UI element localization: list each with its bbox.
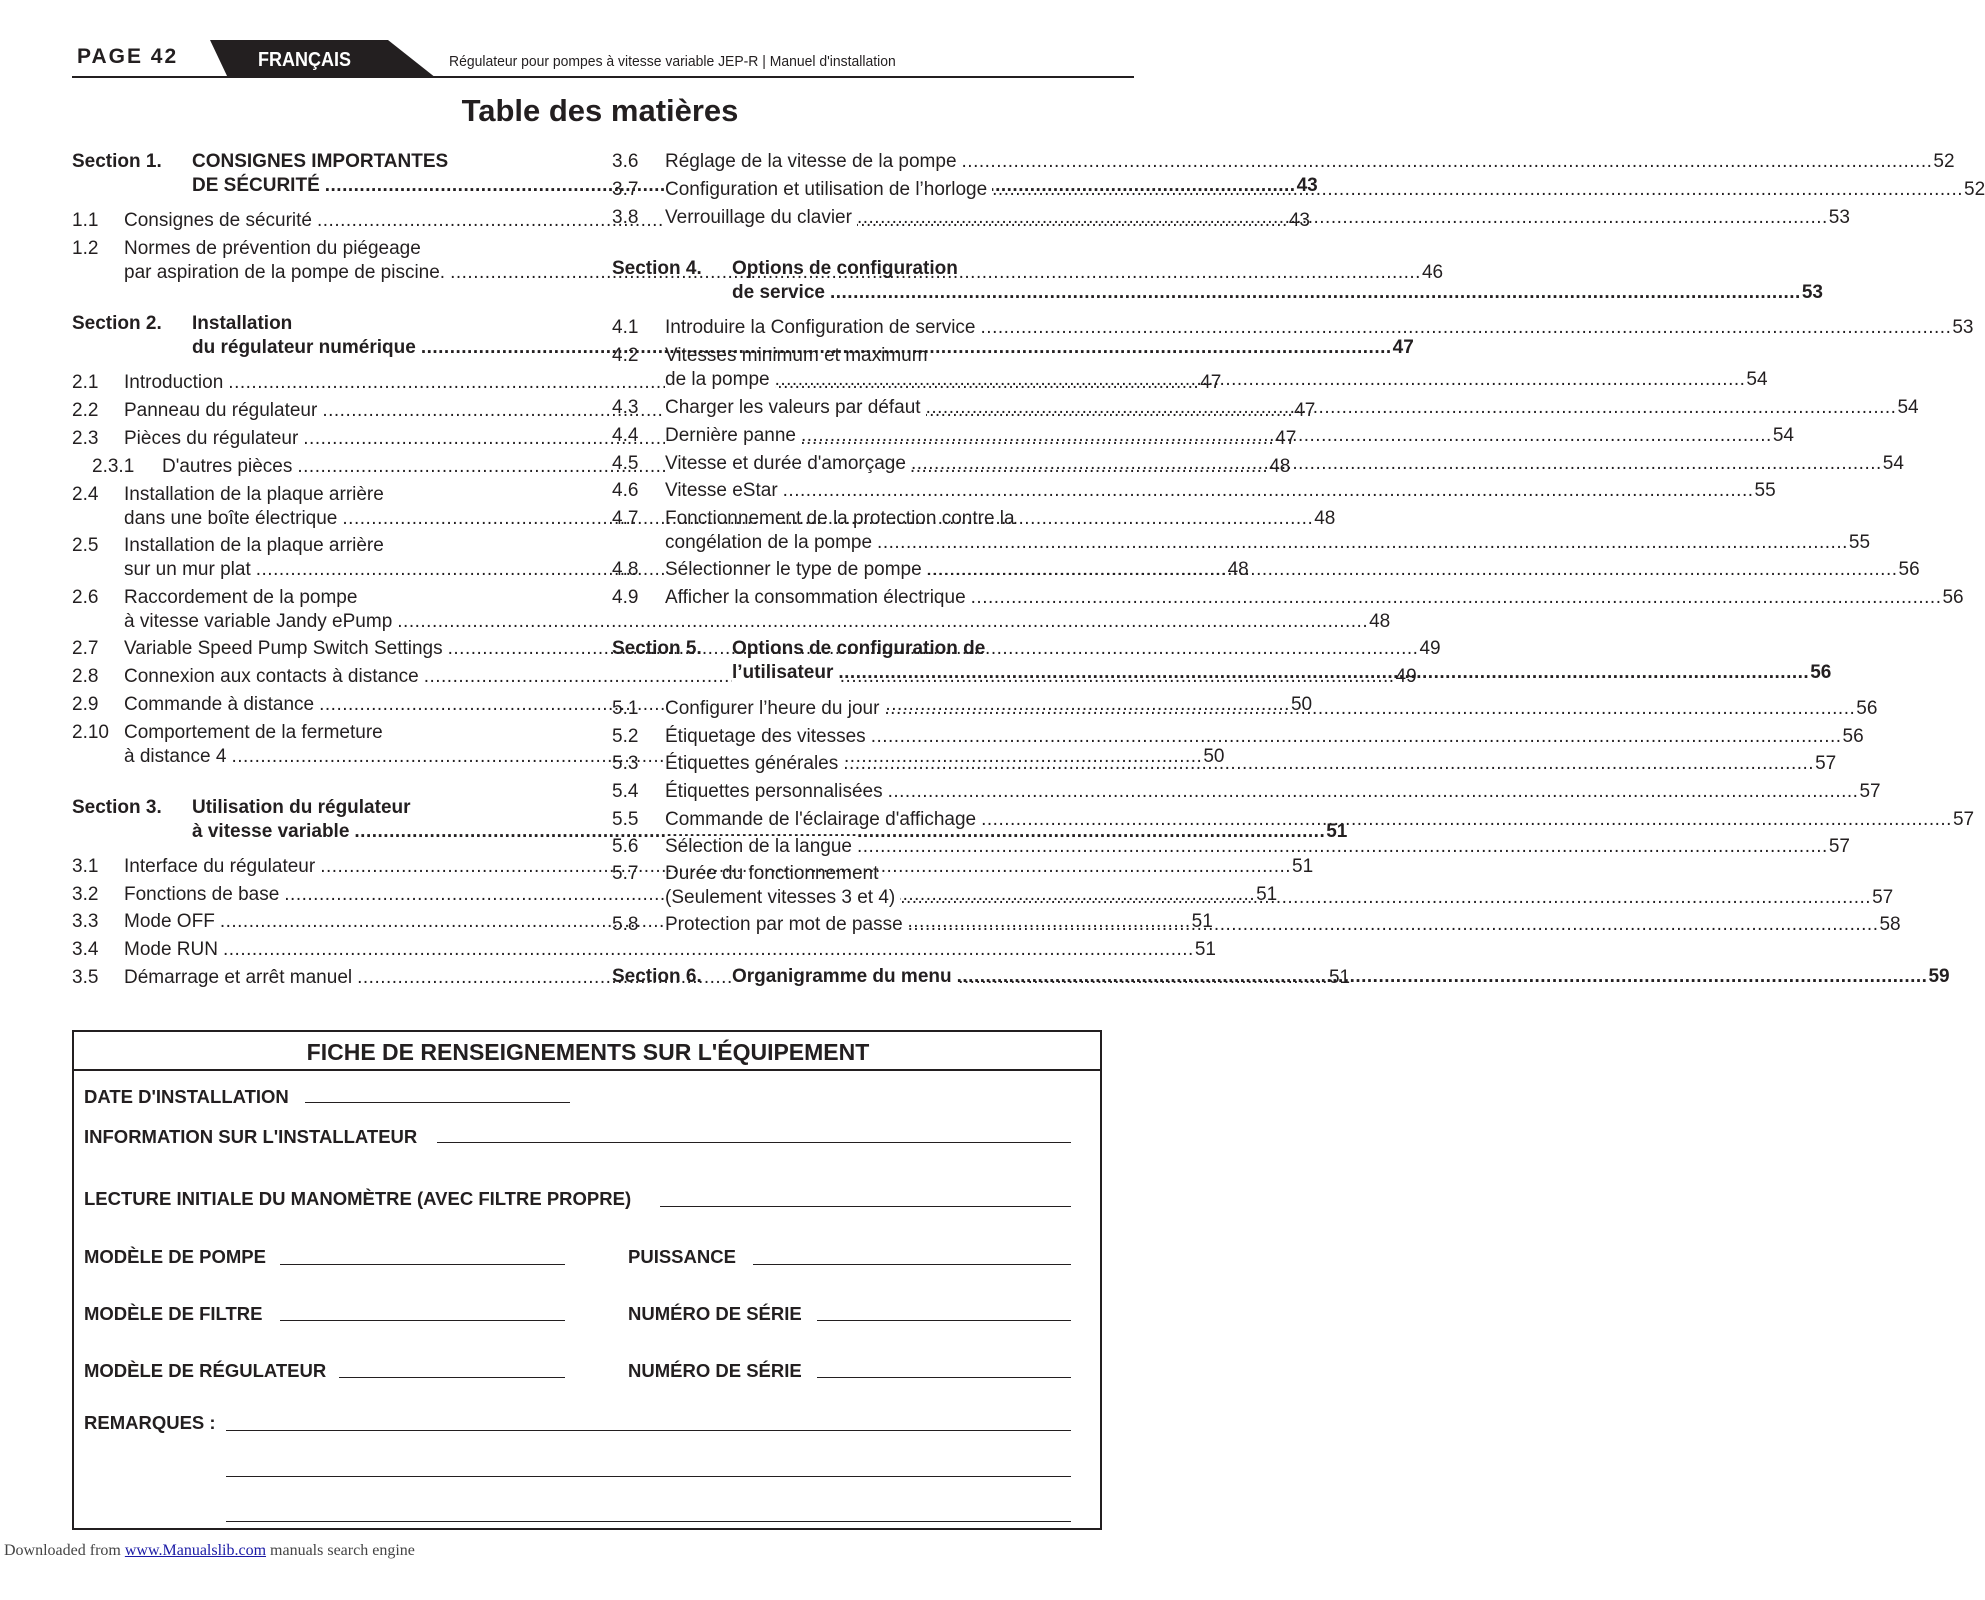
toc-page-number: 47 bbox=[1392, 337, 1414, 358]
toc-entry-title: Panneau du régulateur bbox=[124, 400, 322, 421]
toc-page-number: 54 bbox=[1897, 397, 1919, 418]
toc-entry-title: Comportement de la fermeture bbox=[124, 722, 383, 743]
toc-entry-number: 3.7 bbox=[612, 179, 639, 200]
toc-entry-title: Fonctions de base bbox=[124, 884, 284, 905]
toc-leader-dots bbox=[981, 809, 1952, 830]
toc-leader-dots bbox=[900, 887, 1871, 908]
toc-entry-number: 5.7 bbox=[612, 863, 639, 884]
power-field[interactable] bbox=[753, 1264, 1071, 1265]
toc-entry-number: 1.2 bbox=[72, 238, 99, 259]
installer-info-field[interactable] bbox=[437, 1142, 1071, 1143]
toc-page-number: 56 bbox=[1942, 587, 1964, 608]
document-description: Régulateur pour pompes à vitesse variable JEP-R | Manuel d'installation bbox=[449, 53, 896, 70]
toc-entry-number: 2.4 bbox=[72, 484, 99, 505]
toc-entry-title: à vitesse variable bbox=[192, 821, 354, 842]
toc-leader-dots bbox=[871, 726, 1842, 747]
toc-page-number: 57 bbox=[1872, 887, 1894, 908]
toc-page-number: 54 bbox=[1746, 369, 1768, 390]
toc-entry-title: Charger les valeurs par défaut bbox=[665, 397, 926, 418]
toc-entry-number: 2.5 bbox=[72, 535, 99, 556]
toc-page-number: 58 bbox=[1879, 914, 1901, 935]
download-footer bbox=[4, 1541, 415, 1561]
toc-leader-dots bbox=[908, 914, 1879, 935]
toc-entry-title: Verrouillage du clavier bbox=[665, 207, 857, 228]
toc-entry-number: Section 1. bbox=[72, 151, 162, 172]
toc-entry-title: Étiquettes personnalisées bbox=[665, 781, 888, 802]
toc-entry-title: de service bbox=[732, 282, 830, 303]
page-number: PAGE 42 bbox=[77, 45, 179, 68]
toc-page-number: 43 bbox=[1288, 210, 1310, 231]
toc-entry-number: 2.10 bbox=[72, 722, 109, 743]
toc-entry-number: 4.6 bbox=[612, 480, 639, 501]
toc-leader-dots bbox=[775, 369, 1746, 390]
toc-entry-number: 2.3 bbox=[72, 428, 99, 449]
toc-entry-number: 4.8 bbox=[612, 559, 639, 580]
header-rule bbox=[72, 76, 1134, 78]
toc-page-number: 48 bbox=[1269, 456, 1291, 477]
toc-page-number: 55 bbox=[1754, 480, 1776, 501]
controller-serial-label: NUMÉRO DE SÉRIE bbox=[628, 1360, 802, 1381]
filter-serial-field[interactable] bbox=[817, 1320, 1071, 1321]
toc-entry-title: CONSIGNES IMPORTANTES bbox=[192, 151, 449, 172]
toc-entry-title: Vitesses minimum et maximum bbox=[665, 345, 928, 366]
toc-leader-dots bbox=[843, 753, 1814, 774]
toc-page-number: 56 bbox=[1842, 726, 1864, 747]
filter-model-field[interactable] bbox=[280, 1320, 565, 1321]
toc-entry-number: 3.1 bbox=[72, 856, 99, 877]
toc-page-number: 54 bbox=[1772, 425, 1794, 446]
toc-entry-title: DE SÉCURITÉ bbox=[192, 175, 325, 196]
toc-page-number: 51 bbox=[1292, 856, 1314, 877]
toc-page-number: 46 bbox=[1421, 262, 1444, 283]
toc-entry-title: Mode RUN bbox=[124, 939, 223, 960]
toc-page-number: 47 bbox=[1294, 400, 1316, 421]
toc-page-number: 59 bbox=[1928, 966, 1950, 987]
gauge-reading-field[interactable] bbox=[660, 1206, 1071, 1207]
toc-entry-number: 2.3.1 bbox=[92, 456, 135, 477]
controller-model-field[interactable] bbox=[339, 1377, 565, 1378]
toc-entry-number: 4.1 bbox=[612, 317, 639, 338]
toc-entry-number: 2.2 bbox=[72, 400, 99, 421]
toc-entry-title: Installation bbox=[192, 313, 293, 334]
toc-entry-number: 5.3 bbox=[612, 753, 639, 774]
toc-entry-title: Protection par mot de passe bbox=[665, 914, 908, 935]
toc-leader-dots bbox=[888, 781, 1859, 802]
toc-leader-dots bbox=[884, 698, 1855, 719]
controller-serial-field[interactable] bbox=[817, 1377, 1071, 1378]
toc-entry-title: Utilisation du régulateur bbox=[192, 797, 411, 818]
toc-leader-dots bbox=[838, 662, 1809, 683]
toc-entry-title: Fonctionnement de la protection contre la bbox=[665, 508, 1015, 529]
gauge-reading-label: LECTURE INITIALE DU MANOMÈTRE (AVEC FILTRE PROPRE) bbox=[84, 1188, 632, 1209]
toc-page-number: 48 bbox=[1314, 508, 1336, 529]
toc-page-number: 51 bbox=[1328, 967, 1351, 988]
toc-entry-number: 4.5 bbox=[612, 453, 639, 474]
toc-entry-title: Connexion aux contacts à distance bbox=[124, 666, 424, 687]
pump-model-label: MODÈLE DE POMPE bbox=[84, 1246, 266, 1267]
toc-page-number: 53 bbox=[1952, 317, 1974, 338]
toc-entry-title: de la pompe bbox=[665, 369, 775, 390]
toc-entry-title: Vitesse eStar bbox=[665, 480, 783, 501]
toc-leader-dots bbox=[830, 282, 1801, 303]
toc-entry-number: Section 4. bbox=[612, 258, 702, 279]
toc-page-number: 49 bbox=[1419, 638, 1441, 659]
toc-entry-title: Durée du fonctionnement bbox=[665, 863, 879, 884]
remarks-line-3[interactable] bbox=[226, 1521, 1071, 1522]
controller-model-label: MODÈLE DE RÉGULATEUR bbox=[84, 1360, 327, 1381]
toc-entry-title: à distance 4 bbox=[124, 746, 231, 767]
toc-entry-number: 3.6 bbox=[612, 151, 639, 172]
toc-entry-title: Configuration et utilisation de l’horloge bbox=[665, 179, 992, 200]
toc-entry-title: Configurer l’heure du jour bbox=[665, 698, 884, 719]
toc-entry-title: Vitesse et durée d'amorçage bbox=[665, 453, 911, 474]
toc-page-number: 57 bbox=[1952, 809, 1975, 830]
toc-entry-title: (Seulement vitesses 3 et 4) bbox=[665, 887, 900, 908]
toc-entry-title: Étiquettes générales bbox=[665, 753, 843, 774]
toc-page-number: 50 bbox=[1290, 694, 1313, 715]
toc-entry-number: 4.2 bbox=[612, 345, 639, 366]
toc-page-number: 57 bbox=[1828, 836, 1850, 857]
toc-page-number: 53 bbox=[1828, 207, 1850, 228]
toc-entry-title: à vitesse variable Jandy ePump bbox=[124, 611, 397, 632]
toc-entry-title: Sélectionner le type de pompe bbox=[665, 559, 927, 580]
toc-page-number: 52 bbox=[1964, 179, 1985, 200]
toc-page-number: 47 bbox=[1275, 428, 1297, 449]
toc-entry-number: 5.4 bbox=[612, 781, 639, 802]
toc-leader-dots bbox=[981, 317, 1952, 338]
toc-page-number: 57 bbox=[1859, 781, 1881, 802]
toc-entry-title: Options de configuration de bbox=[732, 638, 986, 659]
toc-entry-number: 3.3 bbox=[72, 911, 99, 932]
toc-page-number: 48 bbox=[1369, 611, 1391, 632]
toc-entry-title: Options de configuration bbox=[732, 258, 958, 279]
toc-page-number: 56 bbox=[1898, 559, 1920, 580]
toc-entry-number: 2.8 bbox=[72, 666, 99, 687]
installation-date-label: DATE D'INSTALLATION bbox=[84, 1086, 289, 1107]
toc-leader-dots bbox=[926, 397, 1897, 418]
toc-entry-title: Introduire la Configuration de service bbox=[665, 317, 981, 338]
toc-entry-title: Installation de la plaque arrière bbox=[124, 535, 384, 556]
installation-date-field[interactable] bbox=[305, 1102, 570, 1103]
toc-leader-dots bbox=[971, 587, 1942, 608]
toc-page-number: 57 bbox=[1815, 753, 1837, 774]
toc-page-number: 51 bbox=[1194, 939, 1216, 960]
power-label: PUISSANCE bbox=[628, 1246, 736, 1267]
toc-entry-title: l’utilisateur bbox=[732, 662, 838, 683]
toc-leader-dots bbox=[801, 425, 1772, 446]
toc-leader-dots bbox=[857, 836, 1828, 857]
installer-info-label: INFORMATION SUR L'INSTALLATEUR bbox=[84, 1126, 418, 1147]
toc-entry-title: par aspiration de la pompe de piscine. bbox=[124, 262, 450, 283]
toc-entry-number: 1.1 bbox=[72, 210, 99, 231]
footer-suffix: manuals search engine bbox=[266, 1542, 415, 1559]
toc-entry-number: Section 3. bbox=[72, 797, 162, 818]
toc-leader-dots bbox=[877, 532, 1848, 553]
toc-entry-number: 3.5 bbox=[72, 967, 99, 988]
toc-entry-number: 5.1 bbox=[612, 698, 639, 719]
toc-entry-title: Interface du régulateur bbox=[124, 856, 320, 877]
toc-entry-title: Mode OFF bbox=[124, 911, 220, 932]
toc-entry-title: sur un mur plat bbox=[124, 559, 256, 580]
toc-page-number: 48 bbox=[1227, 559, 1249, 580]
language-tab-label: FRANÇAIS bbox=[258, 49, 352, 71]
toc-entry-number: 3.8 bbox=[612, 207, 639, 228]
toc-entry-number: 5.2 bbox=[612, 726, 639, 747]
toc-leader-dots bbox=[927, 559, 1898, 580]
filter-model-label: MODÈLE DE FILTRE bbox=[84, 1303, 263, 1324]
toc-page-number: 56 bbox=[1810, 662, 1832, 683]
toc-page-number: 51 bbox=[1326, 821, 1348, 842]
toc-entry-number: 4.7 bbox=[612, 508, 639, 529]
toc-leader-dots bbox=[397, 611, 1368, 632]
toc-entry-title: Consignes de sécurité bbox=[124, 210, 317, 231]
toc-entry-number: 5.6 bbox=[612, 836, 639, 857]
toc-title: Table des matières bbox=[461, 93, 739, 128]
toc-entry-title: Réglage de la vitesse de la pompe bbox=[665, 151, 962, 172]
toc-entry-number: Section 2. bbox=[72, 313, 162, 334]
toc-entry-number: 3.2 bbox=[72, 884, 99, 905]
toc-entry-number: 4.9 bbox=[612, 587, 639, 608]
toc-entry-title: Installation de la plaque arrière bbox=[124, 484, 384, 505]
toc-entry-number: 5.5 bbox=[612, 809, 639, 830]
toc-entry-number: 2.6 bbox=[72, 587, 99, 608]
toc-entry-number: 2.1 bbox=[72, 372, 99, 393]
toc-entry-title: Pièces du régulateur bbox=[124, 428, 303, 449]
toc-entry-title: du régulateur numérique bbox=[192, 337, 421, 358]
toc-leader-dots bbox=[992, 179, 1963, 200]
toc-entry-title: Commande de l'éclairage d'affichage bbox=[665, 809, 981, 830]
toc-entry-number: 4.4 bbox=[612, 425, 639, 446]
toc-entry-title: Raccordement de la pompe bbox=[124, 587, 358, 608]
remarks-line-1[interactable] bbox=[226, 1430, 1071, 1431]
toc-page-number: 56 bbox=[1856, 698, 1878, 719]
toc-entry-title: D'autres pièces bbox=[162, 456, 297, 477]
manualslib-link[interactable]: www.Manualslib.com bbox=[124, 1542, 267, 1559]
toc-entry-title: Afficher la consommation électrique bbox=[665, 587, 971, 608]
toc-entry-number: Section 5. bbox=[612, 638, 702, 659]
toc-page-number: 49 bbox=[1395, 666, 1417, 687]
toc-leader-dots bbox=[783, 480, 1754, 501]
toc-page-number: 54 bbox=[1882, 453, 1904, 474]
form-title: FICHE DE RENSEIGNEMENTS SUR L'ÉQUIPEMENT bbox=[306, 1039, 870, 1065]
toc-entry-number: Section 6. bbox=[612, 966, 702, 987]
toc-entry-number: 2.9 bbox=[72, 694, 99, 715]
toc-page-number: 52 bbox=[1933, 151, 1955, 172]
footer-prefix: Downloaded from bbox=[4, 1542, 125, 1559]
toc-entry-title: Sélection de la langue bbox=[665, 836, 857, 857]
remarks-label: REMARQUES : bbox=[84, 1412, 216, 1433]
toc-entry-title: Normes de prévention du piégeage bbox=[124, 238, 421, 259]
toc-entry-title: Introduction bbox=[124, 372, 228, 393]
toc-leader-dots bbox=[962, 151, 1933, 172]
toc-entry-number: 3.4 bbox=[72, 939, 99, 960]
toc-entry-number: 5.8 bbox=[612, 914, 639, 935]
toc-entry-title: Commande à distance bbox=[124, 694, 319, 715]
toc-entry-number: 4.3 bbox=[612, 397, 639, 418]
pump-model-field[interactable] bbox=[280, 1264, 565, 1265]
toc-page-number: 51 bbox=[1191, 911, 1213, 932]
remarks-line-2[interactable] bbox=[226, 1476, 1071, 1477]
toc-entry-number: 2.7 bbox=[72, 638, 99, 659]
toc-page-number: 50 bbox=[1203, 746, 1225, 767]
toc-leader-dots bbox=[957, 966, 1928, 987]
toc-entry-title: Démarrage et arrêt manuel bbox=[124, 967, 357, 988]
toc-entry-title: congélation de la pompe bbox=[665, 532, 877, 553]
toc-entry-title: Étiquetage des vitesses bbox=[665, 726, 871, 747]
toc-page-number: 43 bbox=[1296, 175, 1318, 196]
filter-serial-label: NUMÉRO DE SÉRIE bbox=[628, 1303, 802, 1324]
toc-entry-title: dans une boîte électrique bbox=[124, 508, 342, 529]
toc-entry-title: Variable Speed Pump Switch Settings bbox=[124, 638, 448, 659]
toc-leader-dots bbox=[223, 939, 1194, 960]
toc-leader-dots bbox=[857, 207, 1828, 228]
toc-entry-title: Dernière panne bbox=[665, 425, 801, 446]
toc-entry-title: Organigramme du menu bbox=[732, 966, 957, 987]
toc-page-number: 55 bbox=[1848, 532, 1871, 553]
toc-page-number: 51 bbox=[1256, 884, 1278, 905]
toc-leader-dots bbox=[911, 453, 1882, 474]
toc-page-number: 47 bbox=[1200, 372, 1222, 393]
toc-page-number: 53 bbox=[1801, 282, 1823, 303]
